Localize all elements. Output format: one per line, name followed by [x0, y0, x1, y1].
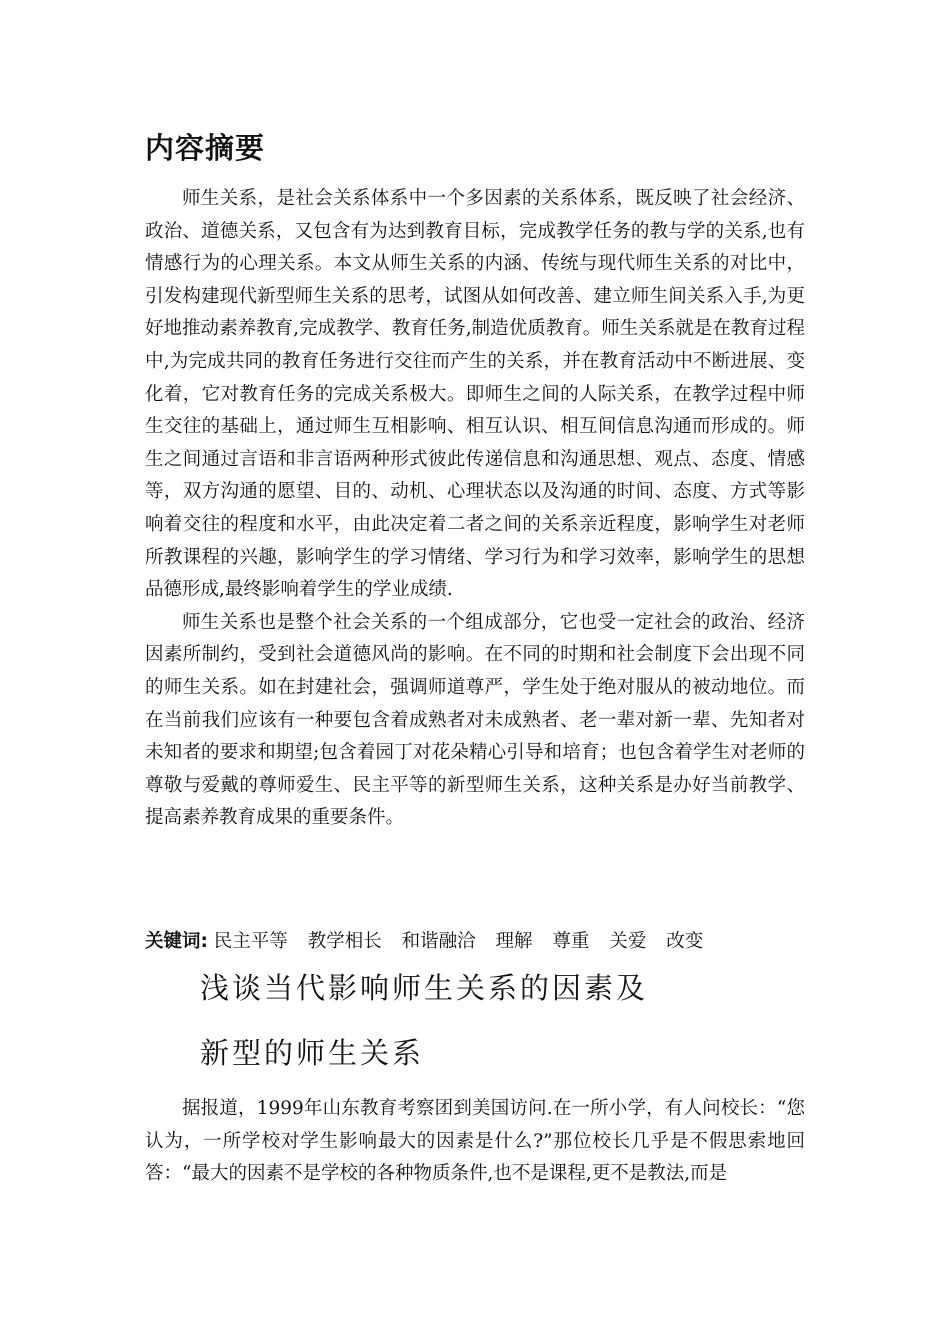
- keyword: 尊重: [552, 931, 590, 952]
- keyword: 理解: [495, 931, 533, 952]
- keyword: 和谐融洽: [401, 931, 476, 952]
- keyword: 关爱: [609, 931, 647, 952]
- article-body: [145, 1093, 805, 1191]
- keyword: 教学相长: [307, 931, 382, 952]
- article-title-line-2: 新型的师生关系: [200, 1036, 425, 1070]
- article-title-line-1: 浅谈当代影响师生关系的因素及: [200, 971, 649, 1005]
- keywords-label: 关键词:: [145, 931, 208, 952]
- keyword: 民主平等: [213, 931, 288, 952]
- article-paragraph-1: 据报道，1999年山东教育考察团到美国访问.在一所小学，有人问校长：“您认为，一所学校对学生影响最大的因素是什么?”那位校长几乎是不假思索地回答：“最大的因素不是学校的各种物质条件,也不是课程,更不是教法,而是: [145, 1098, 805, 1185]
- abstract-paragraph-2: 师生关系也是整个社会关系的一个组成部分，它也受一定社会的政治、经济因素所制约，受到社会道德风尚的影响。在不同的时期和社会制度下会出现不同的师生关系。如在封建社会，强调师道尊严，学生处于绝对服从的被动地位。而在当前我们应该有一种要包含着成熟者对未成熟者、老一辈对新一辈、先知者对未知者的要求和期望;包含着园丁对花朵精心引导和培育；也包含着学生对老师的尊敬与爱戴的尊师爱生、民主平等的新型师生关系，这种关系是办好当前教学、提高素养教育成果的重要条件。: [145, 611, 805, 829]
- abstract-heading: 内容摘要: [145, 131, 266, 165]
- abstract-paragraph-1: 师生关系，是社会关系体系中一个多因素的关系体系，既反映了社会经济、政治、道德关系，又包含有为达到教育目标，完成教学任务的教与学的关系,也有情感行为的心理关系。本文从师生关系的内涵、传统与现代师生关系的对比中，引发构建现代新型师生关系的思考，试图从如何改善、建立师生间关系入手,为更好地推动素养教育,完成教学、教育任务,制造优质教育。师生关系就是在教育过程中,为完成共同的教育任务进行交往而产生的关系，并在教育活动中不断进展、变化着，它对教育任务的完成关系极大。即师生之间的人际关系，在教学过程中师生交往的基础上，通过师生互相影响、相互认识、相互间信息沟通而形成的。师生之间通过言语和非言语两种形式彼此传递信息和沟通思想、观点、态度、情感等，双方沟通的愿望、目的、动机、心理状态以及沟通的时间、态度、方式等影响着交往的程度和水平，由此决定着二者之间的关系亲近程度，影响学生对老师所教课程的兴趣，影响学生的学习情绪、学习行为和学习效率，影响学生的思想品德形成,最终影响着学生的学业成绩.: [145, 188, 805, 601]
- abstract-body: [145, 183, 805, 835]
- keywords-line: [145, 926, 717, 958]
- keyword: 改变: [666, 931, 704, 952]
